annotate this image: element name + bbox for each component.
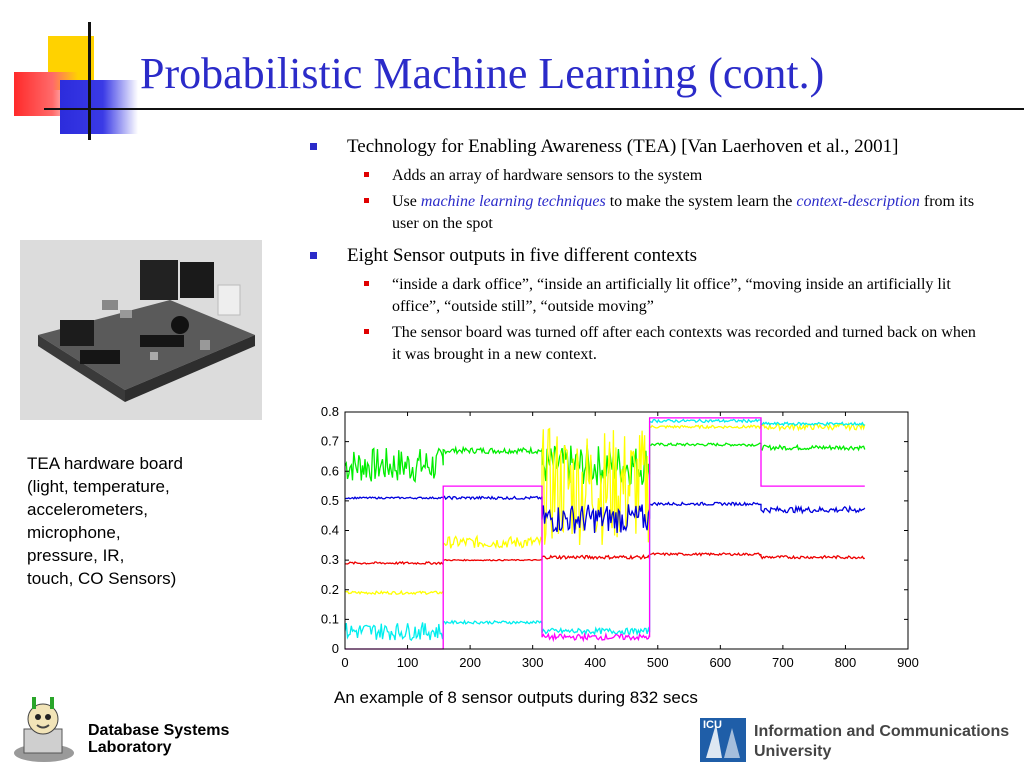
x-tick-label: 700 <box>772 655 794 670</box>
bullet-text: Eight Sensor outputs in five different contexts <box>347 245 698 266</box>
board-caption <box>27 452 247 590</box>
bullet-item <box>310 243 980 268</box>
bullet-square-icon <box>310 143 317 150</box>
chart-svg <box>300 402 930 674</box>
x-tick-label: 600 <box>709 655 732 670</box>
y-tick-label: 0 <box>331 641 339 656</box>
x-tick-label: 100 <box>396 655 419 670</box>
x-tick-label: 400 <box>584 655 607 670</box>
lab-name <box>88 722 229 756</box>
y-tick-label: 0.1 <box>320 611 339 627</box>
y-tick-label: 0.8 <box>320 404 339 419</box>
sub-bullet-item <box>310 322 980 366</box>
lab-name-line: Laboratory <box>88 739 172 756</box>
title-decoration-blue <box>60 80 138 134</box>
series-line-3 <box>345 553 865 564</box>
y-tick-label: 0.4 <box>320 522 339 538</box>
x-tick-label: 200 <box>459 655 481 670</box>
sub-bullet-square-icon <box>364 281 369 286</box>
y-tick-label: 0.3 <box>320 552 339 568</box>
x-tick-label: 0 <box>341 655 349 670</box>
sub-bullet-item <box>310 191 980 235</box>
sub-bullet-item <box>310 165 980 187</box>
tea-hardware-board-photo <box>20 240 262 420</box>
database-lab-mascot-logo <box>10 695 82 770</box>
caption-line: microphone, <box>27 523 121 542</box>
icu-abbreviation: ICU <box>703 719 722 731</box>
y-tick-label: 0.7 <box>320 433 339 449</box>
bullet-list <box>310 134 980 370</box>
sub-bullet-item <box>310 274 980 318</box>
sub-bullet-text: “inside a dark office”, “inside an artificially lit office”, “moving inside an artificially lit office”, “outside still”, “outside moving” <box>392 276 951 315</box>
sub-bullet-text-post: from its user on the spot <box>392 193 975 232</box>
caption-line: (light, temperature, <box>27 477 170 496</box>
bullet-item <box>310 134 980 159</box>
caption-line: accelerometers, <box>27 500 148 519</box>
x-tick-label: 500 <box>646 655 669 670</box>
title-decoration-vertical-line <box>88 22 91 140</box>
x-tick-label: 800 <box>834 655 857 670</box>
y-tick-label: 0.6 <box>320 463 339 479</box>
emphasis-machine-learning: machine learning techniques <box>420 193 606 210</box>
sub-bullet-text: Adds an array of hardware sensors to the system <box>392 167 703 184</box>
title-underline <box>44 108 1024 110</box>
caption-line: pressure, IR, <box>27 546 125 565</box>
sub-bullet-text-pre: Use <box>392 193 421 210</box>
y-tick-label: 0.5 <box>320 492 339 508</box>
bullet-text: Technology for Enabling Awareness (TEA) [Van Laerhoven et al., 2001] <box>347 136 899 157</box>
sub-bullet-square-icon <box>364 198 369 203</box>
caption-line: touch, CO Sensors) <box>27 569 177 588</box>
lab-name-line: Database Systems <box>88 722 230 739</box>
slide-title: Probabilistic Machine Learning (cont.) <box>140 49 825 98</box>
icu-logo <box>700 712 750 767</box>
university-name-line: University <box>754 743 832 760</box>
sub-bullet-text-mid: to make the system learn the <box>605 193 797 210</box>
chart-caption: An example of 8 sensor outputs during 832 secs <box>334 688 698 707</box>
university-name <box>754 722 1009 762</box>
bullet-square-icon <box>310 252 317 259</box>
x-tick-label: 300 <box>521 655 544 670</box>
university-name-line: Information and Communications <box>754 723 1010 740</box>
sub-bullet-square-icon <box>364 172 369 177</box>
sensor-output-chart <box>300 402 930 679</box>
emphasis-context-description: context-description <box>796 193 920 210</box>
series-line-2 <box>345 497 865 534</box>
y-tick-label: 0.2 <box>320 581 339 597</box>
sub-bullet-square-icon <box>364 329 369 334</box>
caption-line: TEA hardware board <box>27 454 183 473</box>
sub-bullet-text: The sensor board was turned off after each contexts was recorded and turned back on when it was brought in a new context. <box>392 324 976 363</box>
x-tick-label: 900 <box>897 655 919 670</box>
